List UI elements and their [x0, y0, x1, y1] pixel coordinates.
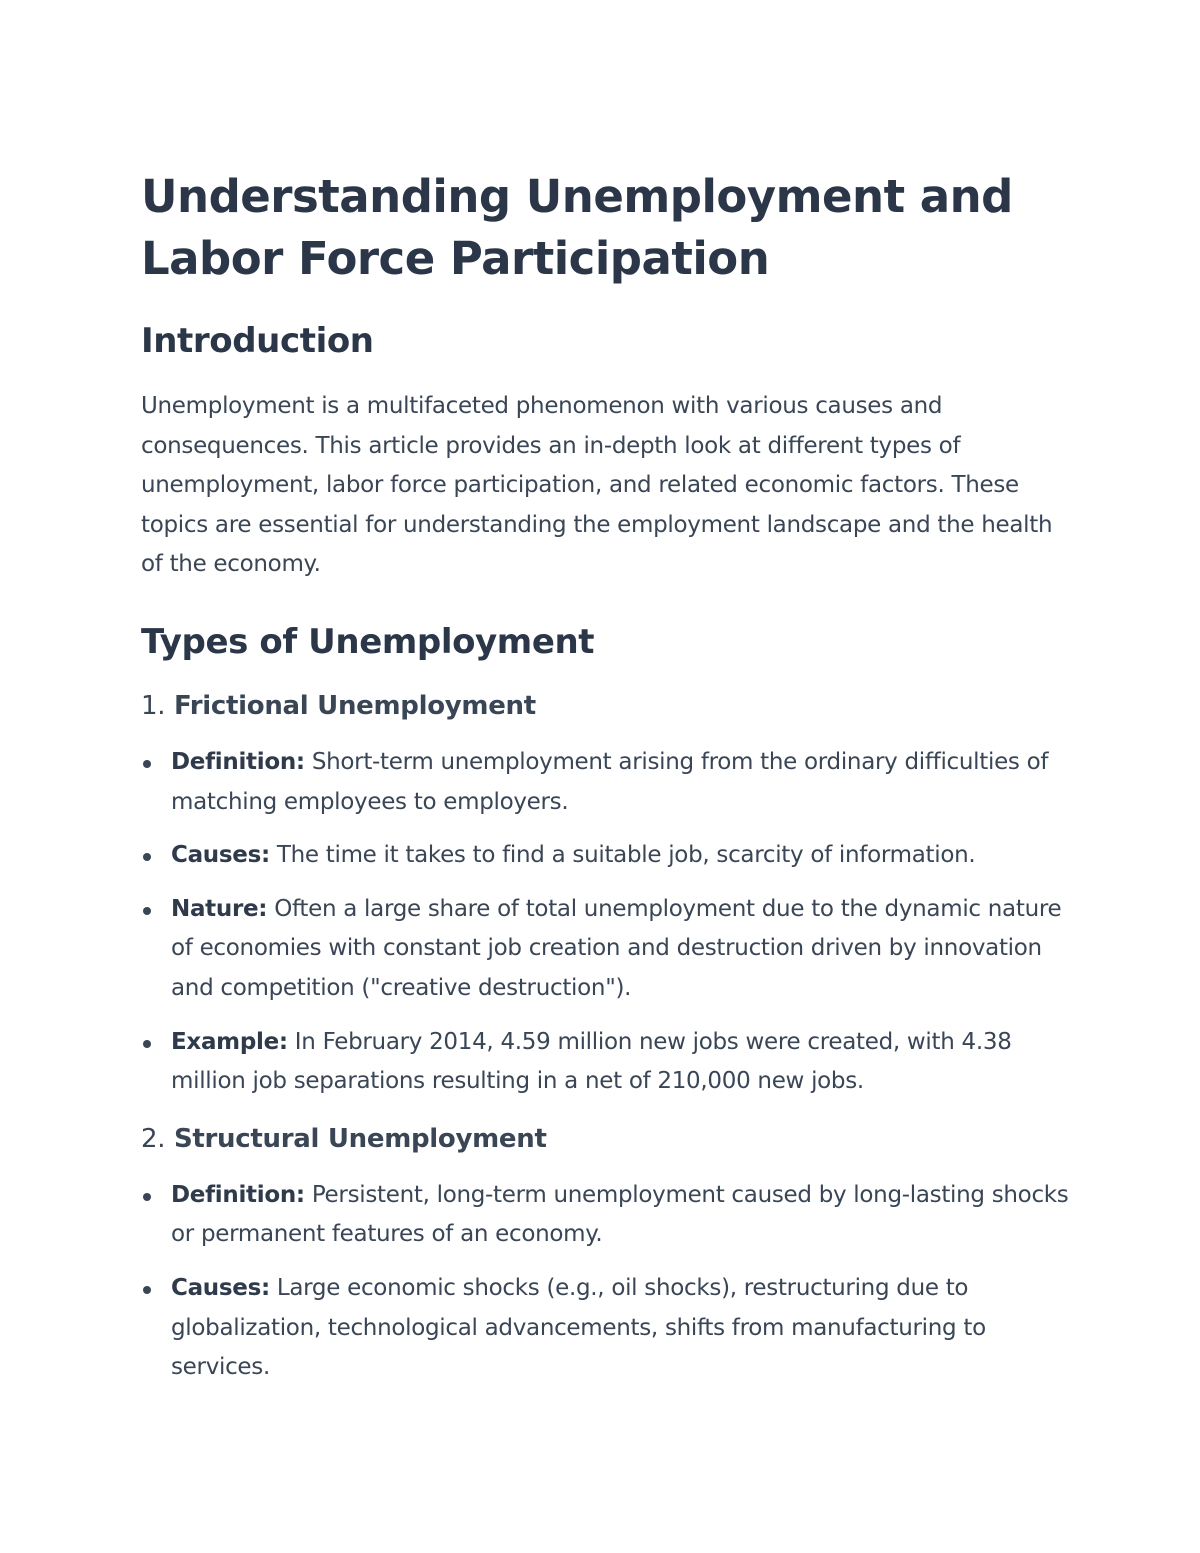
item-text: Large economic shocks (e.g., oil shocks), restructuring due to globalization, technological advancements, shifts from manufacturing to services. [171, 1274, 986, 1381]
section-title: Structural Unemployment [173, 1123, 547, 1154]
frictional-unemployment-heading [141, 687, 1071, 725]
item-text: Persistent, long-term unemployment caused by long-lasting shocks or permanent features of an economy. [171, 1181, 1069, 1248]
frictional-unemployment-list [141, 743, 1071, 1102]
list-item [141, 1269, 1071, 1388]
list-item [141, 890, 1071, 1009]
item-text: Short-term unemployment arising from the ordinary difficulties of matching employees to employers. [171, 748, 1049, 815]
section-number: 2. [141, 1123, 166, 1154]
item-label: Example: [171, 1028, 288, 1055]
item-label: Definition: [171, 748, 305, 775]
introduction-heading: Introduction [141, 321, 374, 361]
item-label: Causes: [171, 1274, 270, 1301]
list-item [141, 1176, 1071, 1255]
item-label: Causes: [171, 842, 270, 869]
structural-unemployment-heading [141, 1120, 1071, 1158]
item-label: Nature: [171, 895, 268, 922]
introduction-paragraph: Unemployment is a multifaceted phenomenon with various causes and consequences. This article provides an in-depth look at different types of unemployment, labor force participation, and related economic factors. These topics are essential for understanding the employment landscape and the health of the economy. [141, 393, 1053, 578]
structural-unemployment-list [141, 1176, 1071, 1388]
types-of-unemployment-heading: Types of Unemployment [141, 621, 595, 662]
item-text: The time it takes to find a suitable job, scarcity of information. [276, 842, 976, 869]
section-number: 1. [141, 690, 166, 721]
item-text: Often a large share of total unemployment due to the dynamic nature of economies with constant job creation and destruction driven by innovation and competition ("creative destruction"). [171, 895, 1062, 1001]
list-item [141, 1023, 1071, 1102]
section-title: Frictional Unemployment [173, 690, 536, 721]
list-item [141, 743, 1071, 822]
document-page [141, 166, 1071, 1402]
page-title: Understanding Unemployment and Labor Force Participation [141, 170, 1013, 285]
item-label: Definition: [171, 1181, 305, 1208]
item-text: In February 2014, 4.59 million new jobs were created, with 4.38 million job separations resulting in a net of 210,000 new jobs. [171, 1028, 1012, 1095]
list-item [141, 836, 1071, 876]
